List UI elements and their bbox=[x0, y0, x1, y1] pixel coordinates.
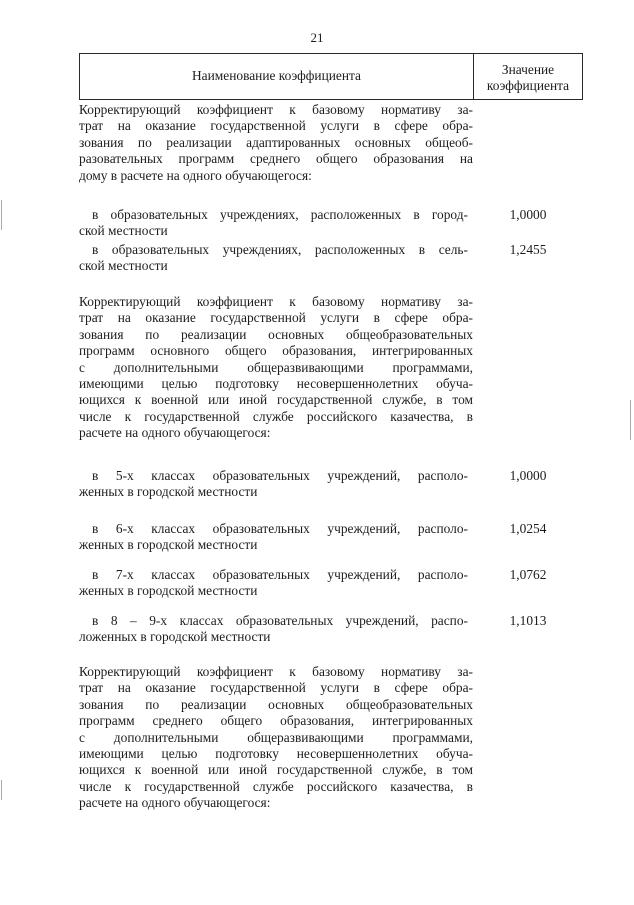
coefficient-row bbox=[79, 521, 468, 554]
coefficient-value: 1,2455 bbox=[509, 242, 547, 257]
text-line: трат на оказание государственной услуги в сфере обра- bbox=[79, 118, 473, 134]
text-line: в 8 – 9-х классах образовательных учреждений, распо- bbox=[92, 613, 468, 628]
text-line: Корректирующий коэффициент к базовому нормативу за- bbox=[79, 102, 473, 117]
text-line: дому в расчете на одного обучающегося: bbox=[79, 167, 312, 183]
text-line: ющихся к военной или иной государственной службе, в том bbox=[79, 762, 473, 778]
text-line: расчете на одного обучающегося: bbox=[79, 795, 271, 811]
text-line: ющихся к военной или иной государственной службе, в том bbox=[79, 392, 473, 408]
text-line: ложенных в городской местности bbox=[79, 629, 271, 645]
section-2-description bbox=[79, 294, 473, 442]
text-line: женных в городской местности bbox=[79, 583, 258, 599]
header-value-line-2: коэффициента bbox=[486, 78, 570, 93]
text-line: имеющими целью подготовку несовершеннолетних обуча- bbox=[79, 746, 473, 762]
coefficient-row bbox=[79, 242, 468, 275]
section-3-description bbox=[79, 664, 473, 812]
text-line: в образовательных учреждениях, расположенных в город- bbox=[92, 207, 468, 222]
text-line: разовательных программ среднего общего образования на bbox=[79, 151, 473, 167]
scan-artifact bbox=[1, 200, 2, 230]
text-line: в 5-х классах образовательных учреждений, располо- bbox=[92, 468, 468, 483]
coefficient-value: 1,1013 bbox=[509, 613, 547, 628]
header-value-column bbox=[474, 62, 582, 94]
table-right-border bbox=[582, 53, 583, 100]
scan-artifact bbox=[630, 400, 631, 440]
text-line: женных в городской местности bbox=[79, 484, 258, 500]
text-line: ской местности bbox=[79, 258, 168, 274]
section-1-description bbox=[79, 102, 473, 184]
text-line: трат на оказание государственной услуги в сфере обра- bbox=[79, 310, 473, 326]
text-line: в 7-х классах образовательных учреждений, располо- bbox=[92, 567, 468, 582]
coefficient-row bbox=[79, 613, 468, 646]
text-line: числе к государственной службе российского казачества, в bbox=[79, 408, 473, 424]
text-line: женных в городской местности bbox=[79, 537, 258, 553]
text-line: зования по реализации основных общеобразовательных bbox=[79, 326, 473, 342]
text-line: программ среднего общего образования, интегрированных bbox=[79, 713, 473, 729]
scan-artifact bbox=[1, 780, 2, 800]
coefficient-value: 1,0000 bbox=[509, 468, 547, 483]
header-name-column: Наименование коэффициента bbox=[192, 68, 361, 83]
coefficient-value: 1,0254 bbox=[509, 521, 547, 536]
text-line: Корректирующий коэффициент к базовому нормативу за- bbox=[79, 294, 473, 309]
text-line: Корректирующий коэффициент к базовому нормативу за- bbox=[79, 664, 473, 679]
coefficient-row bbox=[79, 207, 468, 240]
header-value-line-1: Значение bbox=[501, 62, 555, 77]
text-line: в образовательных учреждениях, расположенных в сель- bbox=[92, 242, 468, 257]
text-line: имеющими целью подготовку несовершеннолетних обуча- bbox=[79, 376, 473, 392]
text-line: с дополнительными общеразвивающими программами, bbox=[79, 359, 473, 375]
text-line: трат на оказание государственной услуги в сфере обра- bbox=[79, 680, 473, 696]
text-line: числе к государственной службе российского казачества, в bbox=[79, 778, 473, 794]
text-line: зования по реализации адаптированных основных общеоб- bbox=[79, 134, 473, 150]
text-line: с дополнительными общеразвивающими программами, bbox=[79, 729, 473, 745]
table-top-border bbox=[79, 53, 583, 54]
text-line: программ основного общего образования, интегрированных bbox=[79, 343, 473, 359]
coefficient-row bbox=[79, 567, 468, 600]
text-line: в 6-х классах образовательных учреждений, располо- bbox=[92, 521, 468, 536]
text-line: ской местности bbox=[79, 223, 168, 239]
coefficient-value: 1,0000 bbox=[509, 207, 547, 222]
coefficient-row bbox=[79, 468, 468, 501]
page-number: 21 bbox=[310, 30, 324, 45]
text-line: зования по реализации основных общеобразовательных bbox=[79, 696, 473, 712]
text-line: расчете на одного обучающегося: bbox=[79, 425, 271, 441]
header-bottom-border bbox=[79, 99, 583, 100]
coefficient-value: 1,0762 bbox=[509, 567, 547, 582]
